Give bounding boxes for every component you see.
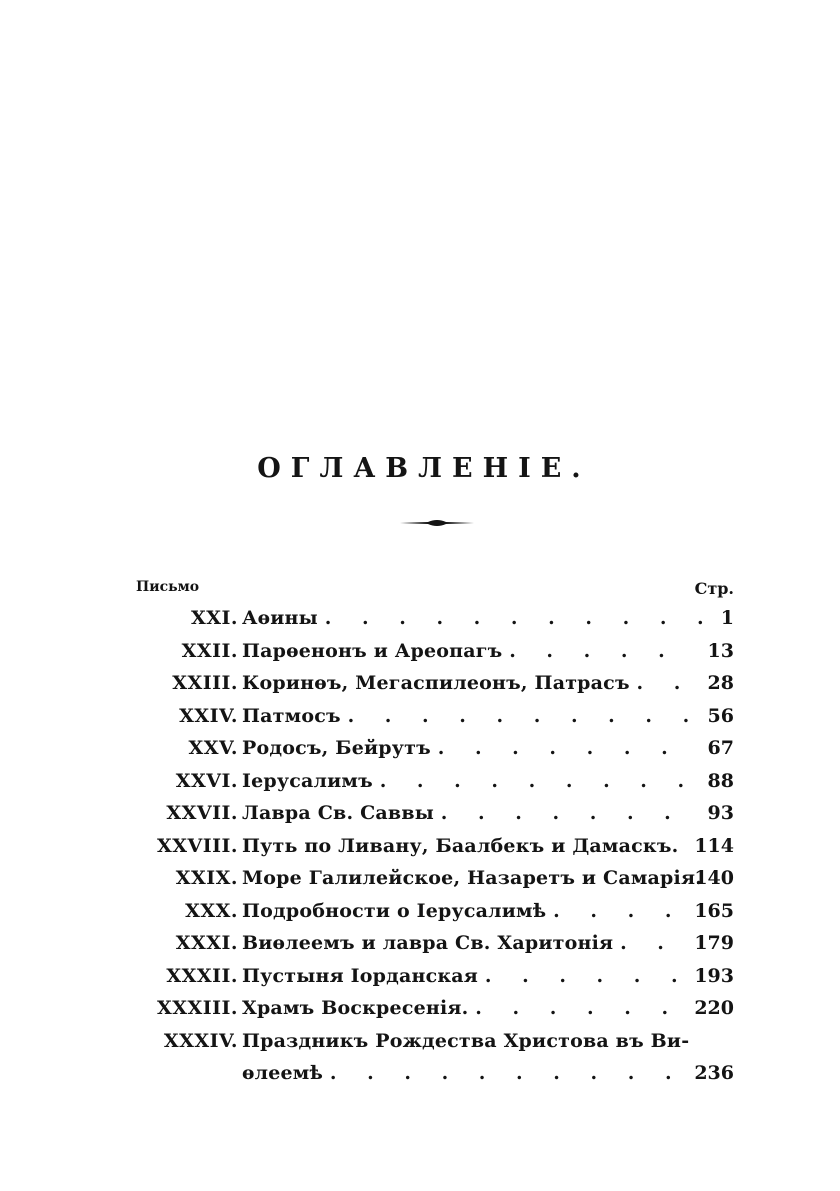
toc-entry bbox=[128, 992, 742, 1025]
toc-entry bbox=[128, 667, 742, 700]
toc-entry-title-line bbox=[242, 635, 677, 668]
toc-entry-number: XXXII. bbox=[166, 964, 238, 987]
toc-entry-page: 114 bbox=[694, 834, 734, 857]
toc-entry-page: 28 bbox=[707, 672, 734, 694]
toc-entry-title-line bbox=[242, 960, 690, 993]
toc-entry-leader-dots: . . . . . . . . . bbox=[379, 769, 697, 792]
toc-entry-title-line bbox=[242, 895, 684, 928]
toc-entry-leader-dots: . . . . . . . . . . . bbox=[324, 607, 716, 629]
toc-entry-title: Праздникъ Рождества Христова въ Ви- bbox=[242, 1029, 690, 1052]
toc-entry-number: XXI. bbox=[191, 607, 238, 629]
toc-entry-number: XXII. bbox=[181, 639, 238, 662]
toc-entry-title-line bbox=[242, 602, 716, 635]
toc-entry-leader-dots: . . bbox=[620, 932, 676, 954]
toc-entry-page: 193 bbox=[694, 964, 734, 987]
toc-entry-title: Подробности о Іерусалимѣ bbox=[242, 899, 547, 922]
toc-entry-number: XXIX. bbox=[175, 867, 238, 889]
page-title: ОГЛАВЛЕНІЕ. bbox=[257, 453, 591, 484]
toc-entry-leader-dots: . . . . . . bbox=[475, 997, 681, 1019]
toc-entry-number: XXVI. bbox=[175, 769, 238, 792]
toc-entry-leader-dots: . . . . . . . bbox=[437, 737, 680, 759]
toc-entry bbox=[128, 797, 742, 830]
toc-entry bbox=[128, 602, 742, 635]
toc-entry bbox=[128, 895, 742, 928]
toc-entry-leader-dots: . . . . bbox=[553, 899, 684, 922]
toc-entry-title-line bbox=[242, 765, 697, 798]
toc-entry-leader-dots: . . bbox=[636, 672, 693, 694]
toc-entry-title: Путь по Ливану, Баалбекъ и Дамаскъ. bbox=[242, 834, 679, 857]
toc-entry-page: 179 bbox=[694, 932, 734, 954]
toc-entry-title: Храмъ Воскресенія. bbox=[242, 997, 469, 1019]
toc-entry-title: Коринѳъ, Мегаспилеонъ, Патрасъ bbox=[242, 672, 630, 694]
toc-entry-title-line bbox=[242, 732, 680, 765]
toc-entry-number: XXVIII. bbox=[156, 834, 238, 857]
toc-entry-leader-dots: . . . . . . . . . . bbox=[329, 1062, 684, 1084]
toc-entry bbox=[128, 732, 742, 765]
toc-entry-title-line bbox=[242, 830, 679, 863]
ornament-divider bbox=[400, 517, 474, 529]
toc-entry-page: 1 bbox=[720, 607, 734, 629]
toc-entry-number: XXXIII. bbox=[156, 997, 238, 1019]
toc-entry-title: Патмосъ bbox=[242, 704, 341, 727]
toc-entry-page: 220 bbox=[694, 997, 734, 1019]
toc-entry-number: XXXI. bbox=[175, 932, 238, 954]
toc-entry-title: Родосъ, Бейрутъ bbox=[242, 737, 431, 759]
toc-entry-title: ѳлеемѣ bbox=[242, 1062, 324, 1084]
toc-entry-leader-dots: . . . . . . . bbox=[440, 802, 683, 824]
toc-entry-title: Пустыня Іорданская bbox=[242, 964, 479, 987]
toc-entry-title-line bbox=[242, 667, 693, 700]
toc-entry bbox=[128, 1025, 742, 1058]
toc-rows bbox=[128, 602, 742, 1090]
toc-entry-page: 140 bbox=[694, 867, 734, 889]
toc-header bbox=[128, 572, 742, 602]
toc-entry-title: Аѳины bbox=[242, 607, 318, 629]
toc-entry bbox=[128, 1057, 742, 1090]
toc-entry bbox=[128, 862, 742, 895]
toc-entry-leader-dots: . . . . . . . . . . bbox=[347, 704, 702, 727]
toc-entry-title-line bbox=[242, 797, 683, 830]
toc-entry-page: 56 bbox=[707, 704, 734, 727]
toc-entry-number: XXIII. bbox=[172, 672, 238, 694]
toc-entry-page: 236 bbox=[694, 1062, 734, 1084]
toc-entry bbox=[128, 927, 742, 960]
toc-entry-number: XXX. bbox=[185, 899, 238, 922]
toc-entry-number: XXV. bbox=[188, 737, 238, 759]
toc-entry-title-line bbox=[242, 927, 676, 960]
toc-entry bbox=[128, 830, 742, 863]
toc-entry-title-line bbox=[242, 992, 681, 1025]
toc-entry-title: Парѳенонъ и Ареопагъ bbox=[242, 639, 503, 662]
toc-entry-title: Море Галилейское, Назаретъ и Самарія. bbox=[242, 867, 703, 889]
toc-entry-title-line bbox=[242, 1025, 690, 1058]
toc-entry bbox=[128, 960, 742, 993]
toc-entry-title: Лавра Св. Саввы bbox=[242, 802, 434, 824]
toc-entry-title-line bbox=[242, 1057, 684, 1090]
toc-entry-number: XXIV. bbox=[179, 704, 238, 727]
toc-entry-page: 88 bbox=[707, 769, 734, 792]
page-column-label: Стр. bbox=[694, 579, 734, 598]
letter-column-label: Письмо bbox=[136, 579, 200, 595]
toc-entry-leader-dots: . . . . . . bbox=[484, 964, 690, 987]
toc-entry-title: Виѳлеемъ и лавра Св. Харитонія bbox=[242, 932, 614, 954]
toc-entry-title: Іерусалимъ bbox=[242, 769, 373, 792]
toc-entry bbox=[128, 700, 742, 733]
toc-entry-page: 93 bbox=[707, 802, 734, 824]
toc-entry-page: 13 bbox=[707, 639, 734, 662]
toc-entry bbox=[128, 635, 742, 668]
table-of-contents bbox=[128, 572, 742, 1090]
toc-entry-page: 67 bbox=[707, 737, 734, 759]
toc-entry-title-line bbox=[242, 700, 702, 733]
toc-entry bbox=[128, 765, 742, 798]
toc-entry-number: XXVII. bbox=[166, 802, 238, 824]
toc-entry-leader-dots: . . . . . bbox=[509, 639, 677, 662]
toc-entry-page: 165 bbox=[694, 899, 734, 922]
toc-entry-number: XXXIV. bbox=[163, 1029, 238, 1052]
toc-entry-title-line bbox=[242, 862, 703, 895]
